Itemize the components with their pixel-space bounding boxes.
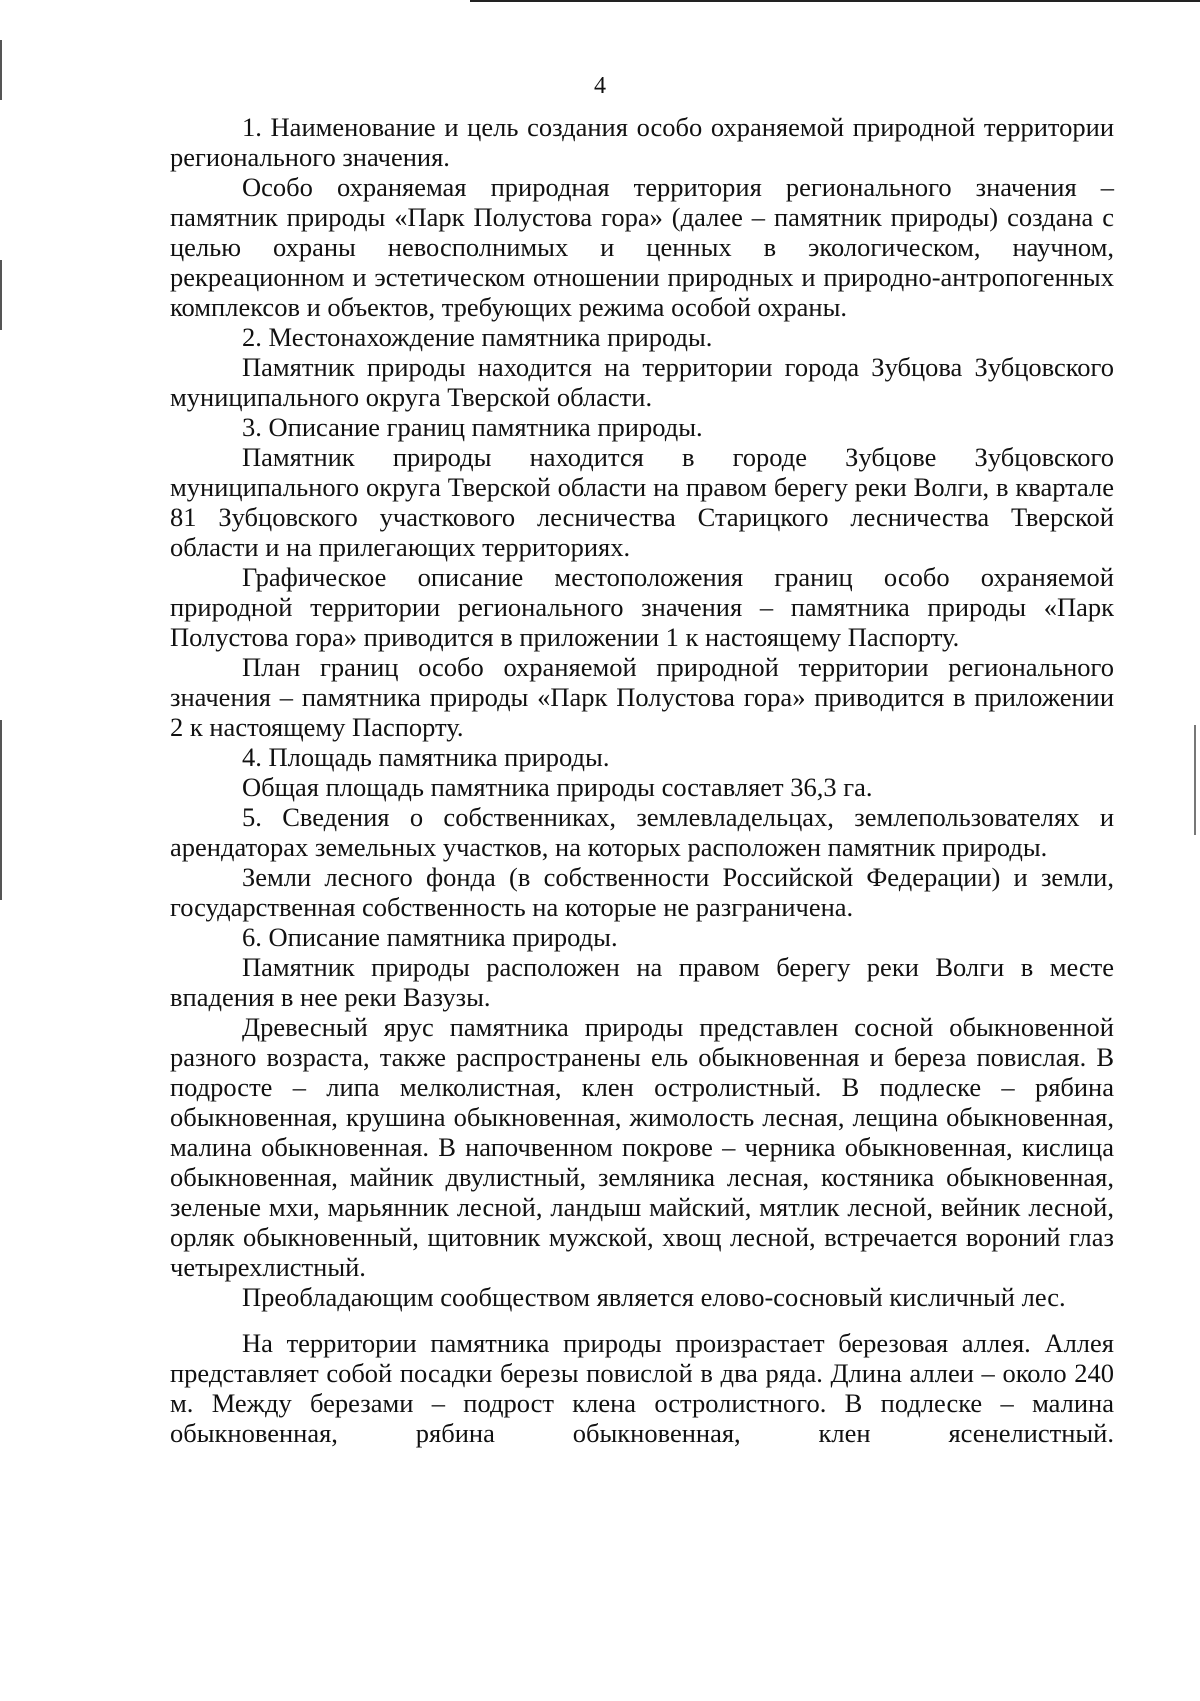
body-paragraph: На территории памятника природы произрастает березовая аллея. Аллея представляет собой посадки березы повислой в два ряда. Длина аллеи – около 240 м. Между березами – подрост клена остролистного. В подлеске – малина обыкновенная, рябина обыкновенная, клен ясенелистный.: [170, 1328, 1114, 1448]
body-paragraph: Особо охраняемая природная территория регионального значения – памятник природы «Парк Полустова гора» (далее – памятник природы) создана с целью охраны невосполнимых и ценных в экологическом, научном, рекреационном и эстетическом отношении природных и природно-антропогенных комплексов и объектов, требующих режима особой охраны.: [170, 172, 1114, 322]
body-paragraph: Общая площадь памятника природы составляет 36,3 га.: [242, 772, 873, 802]
section-heading: 5. Сведения о собственниках, землевладельцах, землепользователях и арендаторах земельных участков, на которых расположен памятник природы.: [170, 802, 1114, 862]
body-paragraph: Памятник природы расположен на правом берегу реки Волги в месте впадения в нее реки Вазузы.: [170, 952, 1114, 1012]
section-heading: 6. Описание памятника природы.: [242, 922, 618, 952]
document-body: [170, 112, 1114, 1448]
page-number: 4: [594, 73, 606, 99]
body-paragraph: Древесный ярус памятника природы представлен сосной обыкновенной разного возраста, также распространены ель обыкновенная и береза повислая. В подросте – липа мелколистная, клен остролистный. В подлеске – рябина обыкновенная, крушина обыкновенная, жимолость лесная, лещина обыкновенная, малина обыкновенная. В напочвенном покрове – черника обыкновенная, кислица обыкновенная, майник двулистный, земляника лесная, костяника обыкновенная, зеленые мхи, марьянник лесной, ландыш майский, мятлик лесной, вейник лесной, орляк обыкновенный, щитовник мужской, хвощ лесной, встречается вороний глаз четырехлистный.: [170, 1012, 1114, 1282]
section-heading: 1. Наименование и цель создания особо охраняемой природной территории регионального значения.: [170, 112, 1114, 172]
scan-right-edge-mark: [1194, 725, 1196, 835]
body-paragraph: Графическое описание местоположения границ особо охраняемой природной территории регионального значения – памятника природы «Парк Полустова гора» приводится в приложении 1 к настоящему Паспорту.: [170, 562, 1114, 652]
section-heading: 4. Площадь памятника природы.: [242, 742, 610, 772]
scan-left-edge-mark: [0, 720, 2, 900]
section-heading: 2. Местонахождение памятника природы.: [242, 322, 713, 352]
body-paragraph: Памятник природы находится в городе Зубцове Зубцовского муниципального округа Тверской области на правом берегу реки Волги, в квартале 81 Зубцовского участкового лесничества Старицкого лесничества Тверской области и на прилегающих территориях.: [170, 442, 1114, 562]
scan-top-border: [470, 0, 1200, 2]
body-paragraph: План границ особо охраняемой природной территории регионального значения – памятника природы «Парк Полустова гора» приводится в приложении 2 к настоящему Паспорту.: [170, 652, 1114, 742]
body-paragraph: Памятник природы находится на территории города Зубцова Зубцовского муниципального округа Тверской области.: [170, 352, 1114, 412]
scan-left-edge-mark: [0, 260, 2, 330]
body-paragraph: Земли лесного фонда (в собственности Российской Федерации) и земли, государственная собственность на которые не разграничена.: [170, 862, 1114, 922]
section-heading: 3. Описание границ памятника природы.: [242, 412, 703, 442]
body-paragraph: Преобладающим сообществом является елово-сосновый кисличный лес.: [242, 1282, 1066, 1312]
